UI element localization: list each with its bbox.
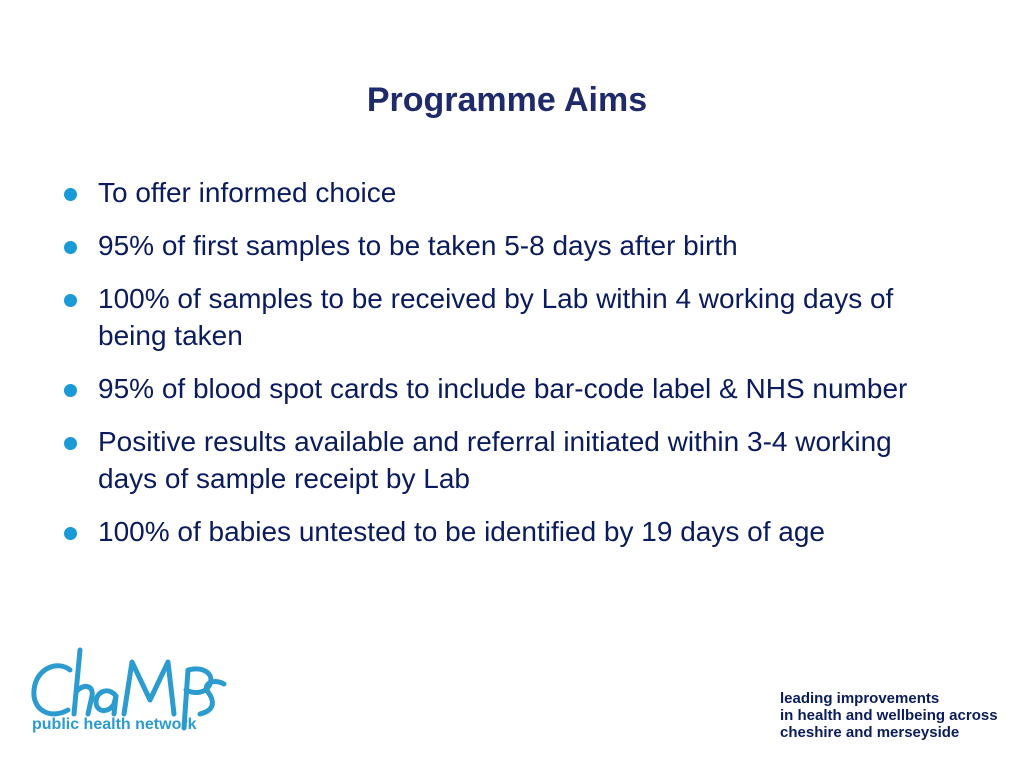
bullet-dot-icon [64,241,77,254]
footer-tagline [780,690,1000,741]
bullet-text: 100% of samples to be received by Lab within 4 working days of being taken [98,283,894,351]
bullet-dot-icon [64,527,77,540]
bullet-item [58,280,958,354]
bullet-item [58,370,958,407]
bullet-dot-icon [64,294,77,307]
bullet-item [58,174,958,211]
tagline-line: in health and wellbeing across [780,707,998,724]
bullet-list [58,174,958,566]
logo-subtitle: public health network [32,716,197,733]
bullet-text: 95% of first samples to be taken 5-8 days after birth [98,230,738,261]
bullet-item [58,423,958,497]
slide-title: Programme Aims [366,81,648,119]
tagline-line: cheshire and merseyside [780,724,960,741]
bullet-item [58,513,958,550]
bullet-text: Positive results available and referral initiated within 3-4 working days of sample receipt by Lab [98,426,892,494]
bullet-dot-icon [64,384,77,397]
bullet-text: 95% of blood spot cards to include bar-code label & NHS number [98,373,908,404]
bullet-dot-icon [64,188,77,201]
bullet-item [58,227,958,264]
tagline-line: leading improvements [780,690,940,707]
bullet-text: To offer informed choice [98,177,397,208]
bullet-text: 100% of babies untested to be identified by 19 days of age [98,516,825,547]
bullet-dot-icon [64,437,77,450]
